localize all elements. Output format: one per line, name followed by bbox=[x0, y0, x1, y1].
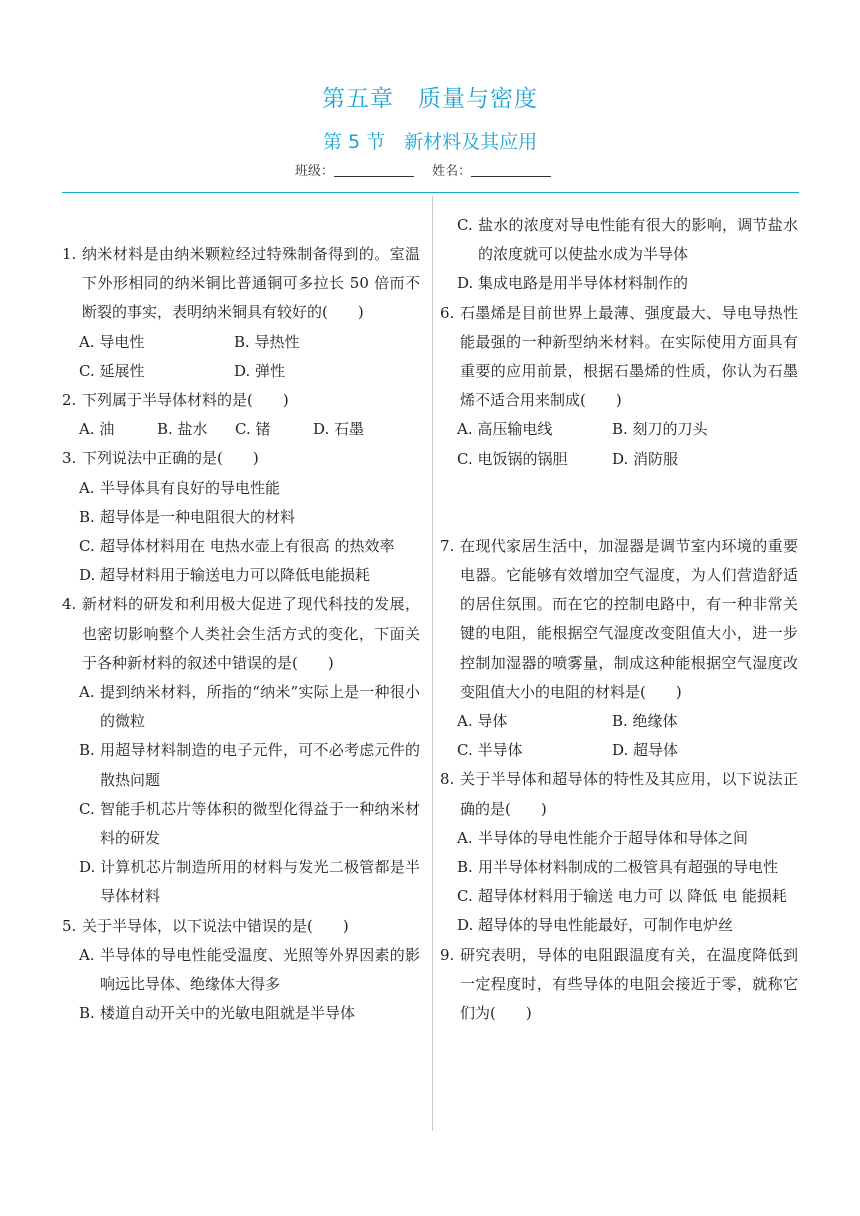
option-text: 超导体材料用在 电热水壶上有很高 的热效率 bbox=[100, 537, 395, 556]
student-info bbox=[0, 160, 860, 179]
question-text: 纳米材料是由纳米颗粒经过特殊制备得到的。室温下外形相同的纳米铜比普通铜可多拉长 50 倍而不断裂的事实，表明纳米铜具有较好的( ) bbox=[82, 245, 420, 322]
option-d[interactable] bbox=[62, 561, 420, 590]
question-number: 6. bbox=[440, 303, 455, 322]
question-text: 在现代家居生活中，加湿器是调节室内环境的重要电器。它能够有效增加空气湿度，为人们营造舒适的居住氛围。而在它的控制电路中，有一种非常关键的电阻，能根据空气湿度改变阻值大小，进一步控制加湿器的喷雾量，制成这种能根据空气湿度改变阻值大小的电阻的材料是( ) bbox=[460, 536, 798, 701]
question-6 bbox=[440, 299, 798, 416]
option-text: 超导体材料用于输送 电力可 以 降低 电 能损耗 bbox=[478, 887, 787, 906]
option-d[interactable] bbox=[440, 911, 798, 940]
option-label: C. bbox=[79, 799, 95, 818]
name-blank[interactable] bbox=[471, 164, 551, 177]
option-c[interactable]: C. 锗 bbox=[235, 420, 271, 439]
option-c[interactable] bbox=[440, 882, 798, 911]
question-1 bbox=[62, 240, 420, 328]
option-label: B. bbox=[79, 741, 95, 760]
option-b[interactable] bbox=[62, 736, 420, 794]
question-number: 1. bbox=[62, 245, 77, 263]
options-row bbox=[440, 445, 798, 474]
option-label: B. bbox=[457, 858, 473, 877]
option-c[interactable]: C. 半导体 bbox=[457, 741, 523, 760]
question-text: 新材料的研发和利用极大促进了现代科技的发展，也密切影响整个人类社会生活方式的变化，下面关于各种新材料的叙述中错误的是( ) bbox=[82, 595, 420, 672]
question-number: 3. bbox=[62, 449, 77, 468]
question-5 bbox=[62, 912, 420, 941]
question-3 bbox=[62, 444, 420, 473]
option-label: C. bbox=[457, 216, 473, 234]
question-number: 2. bbox=[62, 391, 77, 410]
option-b[interactable]: B. 刻刀的刀头 bbox=[612, 420, 708, 439]
option-label: D. bbox=[457, 916, 474, 935]
option-label: A. bbox=[79, 478, 95, 497]
option-c[interactable] bbox=[62, 532, 420, 561]
option-label: A. bbox=[457, 828, 473, 847]
question-text: 下列属于半导体材料的是( ) bbox=[82, 391, 289, 410]
class-blank[interactable] bbox=[334, 164, 414, 177]
question-2 bbox=[62, 386, 420, 415]
option-c[interactable]: C. 电饭锅的锅胆 bbox=[457, 449, 568, 468]
option-b[interactable] bbox=[440, 853, 798, 882]
options-row bbox=[440, 707, 798, 736]
option-a[interactable] bbox=[440, 824, 798, 853]
option-d[interactable] bbox=[62, 853, 420, 911]
option-text: 半导体具有良好的导电性能 bbox=[100, 478, 281, 497]
option-text: 用超导材料制造的电子元件，可不必考虑元件的散热问题 bbox=[100, 741, 420, 789]
question-text: 石墨烯是目前世界上最薄、强度最大、导电导热性能最强的一种新型纳米材料。在实际使用方面具有重要的应用前景，根据石墨烯的性质，你认为石墨烯不适合用来制成( ) bbox=[460, 303, 798, 410]
option-a[interactable]: A. 油 bbox=[79, 420, 115, 439]
option-label: A. bbox=[79, 683, 95, 702]
option-text: 超导材料用于输送电力可以降低电能损耗 bbox=[100, 566, 371, 585]
option-a[interactable] bbox=[62, 941, 420, 999]
option-text: 楼道自动开关中的光敏电阻就是半导体 bbox=[100, 1004, 356, 1023]
option-label: C. bbox=[457, 887, 473, 906]
option-c[interactable] bbox=[440, 211, 798, 269]
option-a[interactable] bbox=[62, 474, 420, 503]
option-text: 提到纳米材料，所指的“纳米”实际上是一种很小的微粒 bbox=[100, 683, 420, 731]
option-b[interactable]: B. 导热性 bbox=[234, 332, 300, 351]
question-number: 8. bbox=[440, 770, 455, 789]
question-9 bbox=[440, 941, 798, 1029]
option-a[interactable]: A. 导体 bbox=[457, 712, 508, 731]
option-text: 智能手机芯片等体积的微型化得益于一种纳米材料的研发 bbox=[100, 799, 420, 848]
option-label: B. bbox=[79, 1004, 95, 1023]
question-number: 9. bbox=[440, 945, 455, 964]
option-a[interactable]: A. 高压输电线 bbox=[457, 420, 553, 439]
option-c[interactable]: C. 延展性 bbox=[79, 361, 145, 380]
section-title: 第 5 节 新材料及其应用 bbox=[322, 131, 538, 153]
options-row bbox=[440, 736, 798, 765]
chapter-title: 第五章 质量与密度 bbox=[322, 86, 538, 112]
name-label: 姓名： bbox=[432, 164, 472, 179]
right-column bbox=[440, 211, 798, 1028]
option-d[interactable]: D. 石墨 bbox=[313, 420, 365, 439]
option-b[interactable] bbox=[62, 503, 420, 532]
question-text: 下列说法中正确的是( ) bbox=[82, 449, 259, 468]
left-column bbox=[62, 240, 420, 1028]
options-row bbox=[440, 415, 798, 444]
options-row bbox=[62, 415, 420, 444]
option-d[interactable]: D. 消防服 bbox=[612, 449, 679, 468]
class-label: 班级： bbox=[294, 164, 334, 179]
option-text: 集成电路是用半导体材料制作的 bbox=[478, 274, 689, 293]
option-label: D. bbox=[79, 858, 96, 877]
question-text: 关于半导体，以下说法中错误的是( ) bbox=[82, 916, 349, 935]
option-d[interactable]: D. 超导体 bbox=[612, 741, 679, 760]
column-divider bbox=[432, 196, 433, 1131]
question-text: 研究表明，导体的电阻跟温度有关，在温度降低到一定程度时，有些导体的电阻会接近于零，就称它们为( ) bbox=[460, 945, 798, 1023]
option-label: D. bbox=[79, 566, 96, 585]
question-number: 5. bbox=[62, 916, 77, 935]
answer-space bbox=[440, 474, 798, 532]
question-8 bbox=[440, 765, 798, 823]
question-number: 7. bbox=[440, 536, 455, 555]
question-text: 关于半导体和超导体的特性及其应用，以下说法正确的是( ) bbox=[460, 770, 798, 818]
question-7 bbox=[440, 532, 798, 707]
option-label: B. bbox=[79, 507, 95, 526]
option-text: 半导体的导电性能受温度、光照等外界因素的影响远比导体、绝缘体大得多 bbox=[100, 945, 420, 994]
option-text: 超导体的导电性能最好，可制作电炉丝 bbox=[478, 916, 734, 935]
option-d[interactable]: D. 弹性 bbox=[234, 361, 286, 380]
option-text: 盐水的浓度对导电性能有很大的影响，调节盐水的浓度就可以使盐水成为半导体 bbox=[478, 216, 798, 264]
option-label: D. bbox=[457, 274, 474, 293]
option-text: 半导体的导电性能介于超导体和导体之间 bbox=[478, 828, 749, 847]
option-text: 计算机芯片制造所用的材料与发光二极管都是半导体材料 bbox=[100, 858, 420, 906]
option-b[interactable] bbox=[62, 999, 420, 1028]
question-4 bbox=[62, 590, 420, 678]
option-d[interactable] bbox=[440, 269, 798, 298]
option-b[interactable]: B. 绝缘体 bbox=[612, 712, 678, 731]
options-row bbox=[62, 328, 420, 357]
option-text: 用半导体材料制成的二极管具有超强的导电性 bbox=[478, 858, 779, 877]
option-c[interactable] bbox=[62, 795, 420, 853]
question-number: 4. bbox=[62, 595, 77, 614]
option-text: 超导体是一种电阻很大的材料 bbox=[100, 507, 296, 526]
options-row bbox=[62, 357, 420, 386]
option-label: A. bbox=[79, 945, 95, 964]
option-label: C. bbox=[79, 537, 95, 556]
option-b[interactable]: B. 盐水 bbox=[157, 420, 208, 439]
header-divider bbox=[62, 192, 799, 193]
option-a[interactable]: A. 导电性 bbox=[79, 332, 145, 351]
option-a[interactable] bbox=[62, 678, 420, 736]
